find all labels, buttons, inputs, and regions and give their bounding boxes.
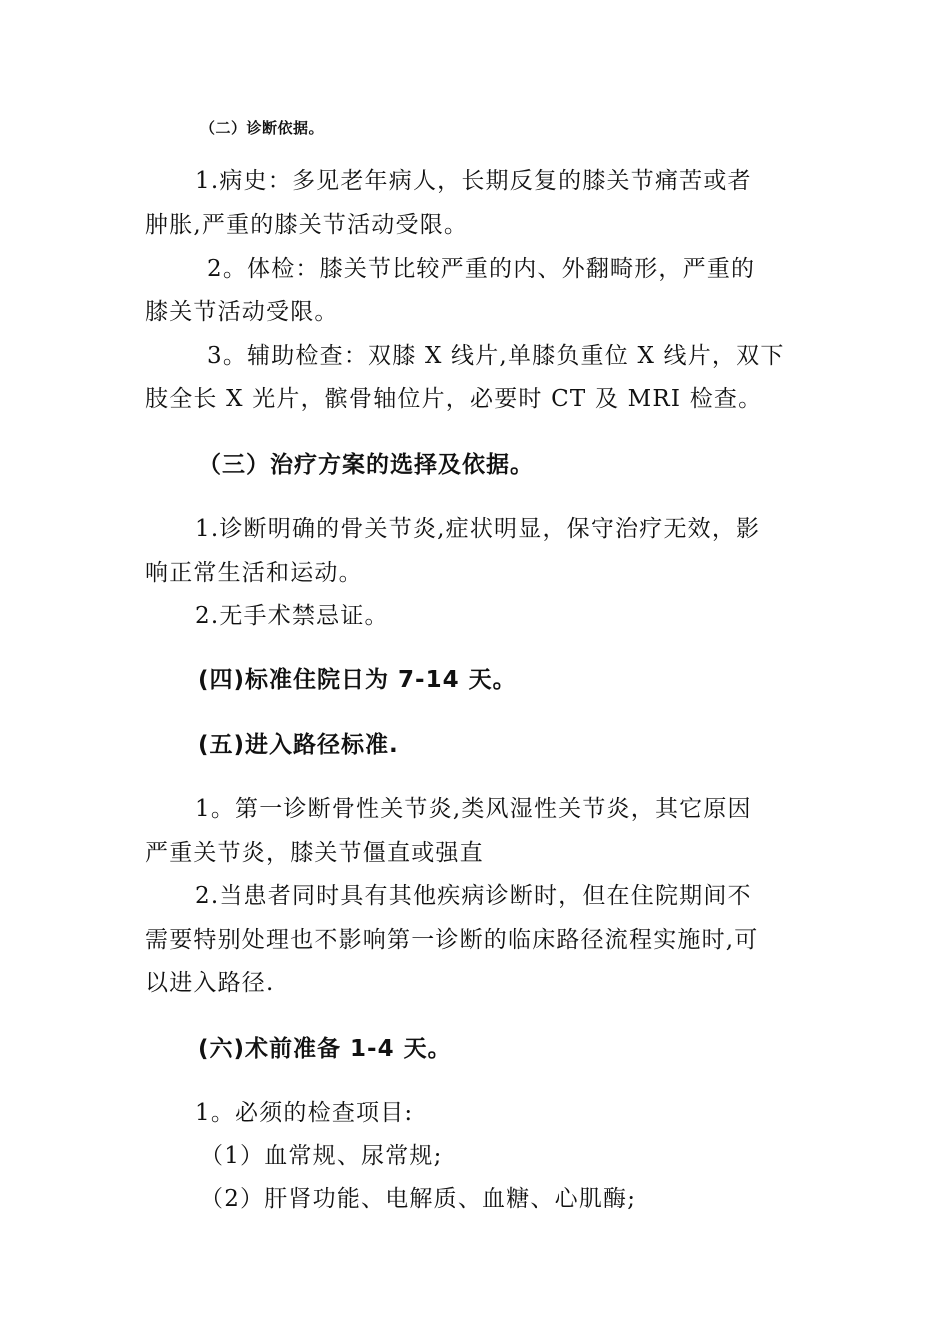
paragraph-criteria-2-line-2: 需要特别处理也不影响第一诊断的临床路径流程实施时,可 — [145, 927, 759, 953]
paragraph-criteria-1-line-2: 严重关节炎，膝关节僵直或强直 — [145, 840, 484, 866]
paragraph-treatment-1-line-2: 响正常生活和运动。 — [145, 560, 363, 586]
list-item-blood-urine: （1）血常规、尿常规; — [200, 1143, 443, 1169]
paragraph-history-line-1: 1.病史：多见老年病人，长期反复的膝关节痛苦或者 — [195, 168, 752, 194]
paragraph-history-line-2: 肿胀,严重的膝关节活动受限。 — [145, 212, 469, 238]
paragraph-criteria-2-line-3: 以进入路径. — [145, 970, 275, 996]
paragraph-physical-exam-line-2: 膝关节活动受限。 — [145, 299, 339, 325]
paragraph-physical-exam-line-1: 2。体检：膝关节比较严重的内、外翻畸形，严重的 — [207, 256, 756, 282]
section-heading-diagnosis-basis: （二）诊断依据。 — [200, 119, 325, 137]
section-heading-treatment-plan: （三）治疗方案的选择及依据。 — [198, 452, 534, 478]
paragraph-treatment-2: 2.无手术禁忌证。 — [195, 603, 389, 629]
paragraph-aux-exam-line-1: 3。辅助检查：双膝 X 线片,单膝负重位 X 线片，双下 — [207, 343, 785, 369]
section-heading-pathway-criteria: (五)进入路径标准. — [198, 732, 399, 758]
paragraph-criteria-1-line-1: 1。第一诊断骨性关节炎,类风湿性关节炎，其它原因 — [195, 796, 752, 822]
section-heading-preop-preparation: (六)术前准备 1-4 天。 — [198, 1036, 452, 1062]
paragraph-required-exams: 1。必须的检查项目: — [195, 1100, 414, 1126]
section-heading-hospital-stay: (四)标准住院日为 7-14 天。 — [198, 667, 517, 693]
list-item-liver-kidney: （2）肝肾功能、电解质、血糖、心肌酶; — [200, 1186, 637, 1212]
paragraph-criteria-2-line-1: 2.当患者同时具有其他疾病诊断时，但在住院期间不 — [195, 883, 752, 909]
paragraph-aux-exam-line-2: 肢全长 X 光片，髌骨轴位片，必要时 CT 及 MRI 检查。 — [145, 386, 763, 412]
paragraph-treatment-1-line-1: 1.诊断明确的骨关节炎,症状明显，保守治疗无效，影 — [195, 516, 761, 542]
